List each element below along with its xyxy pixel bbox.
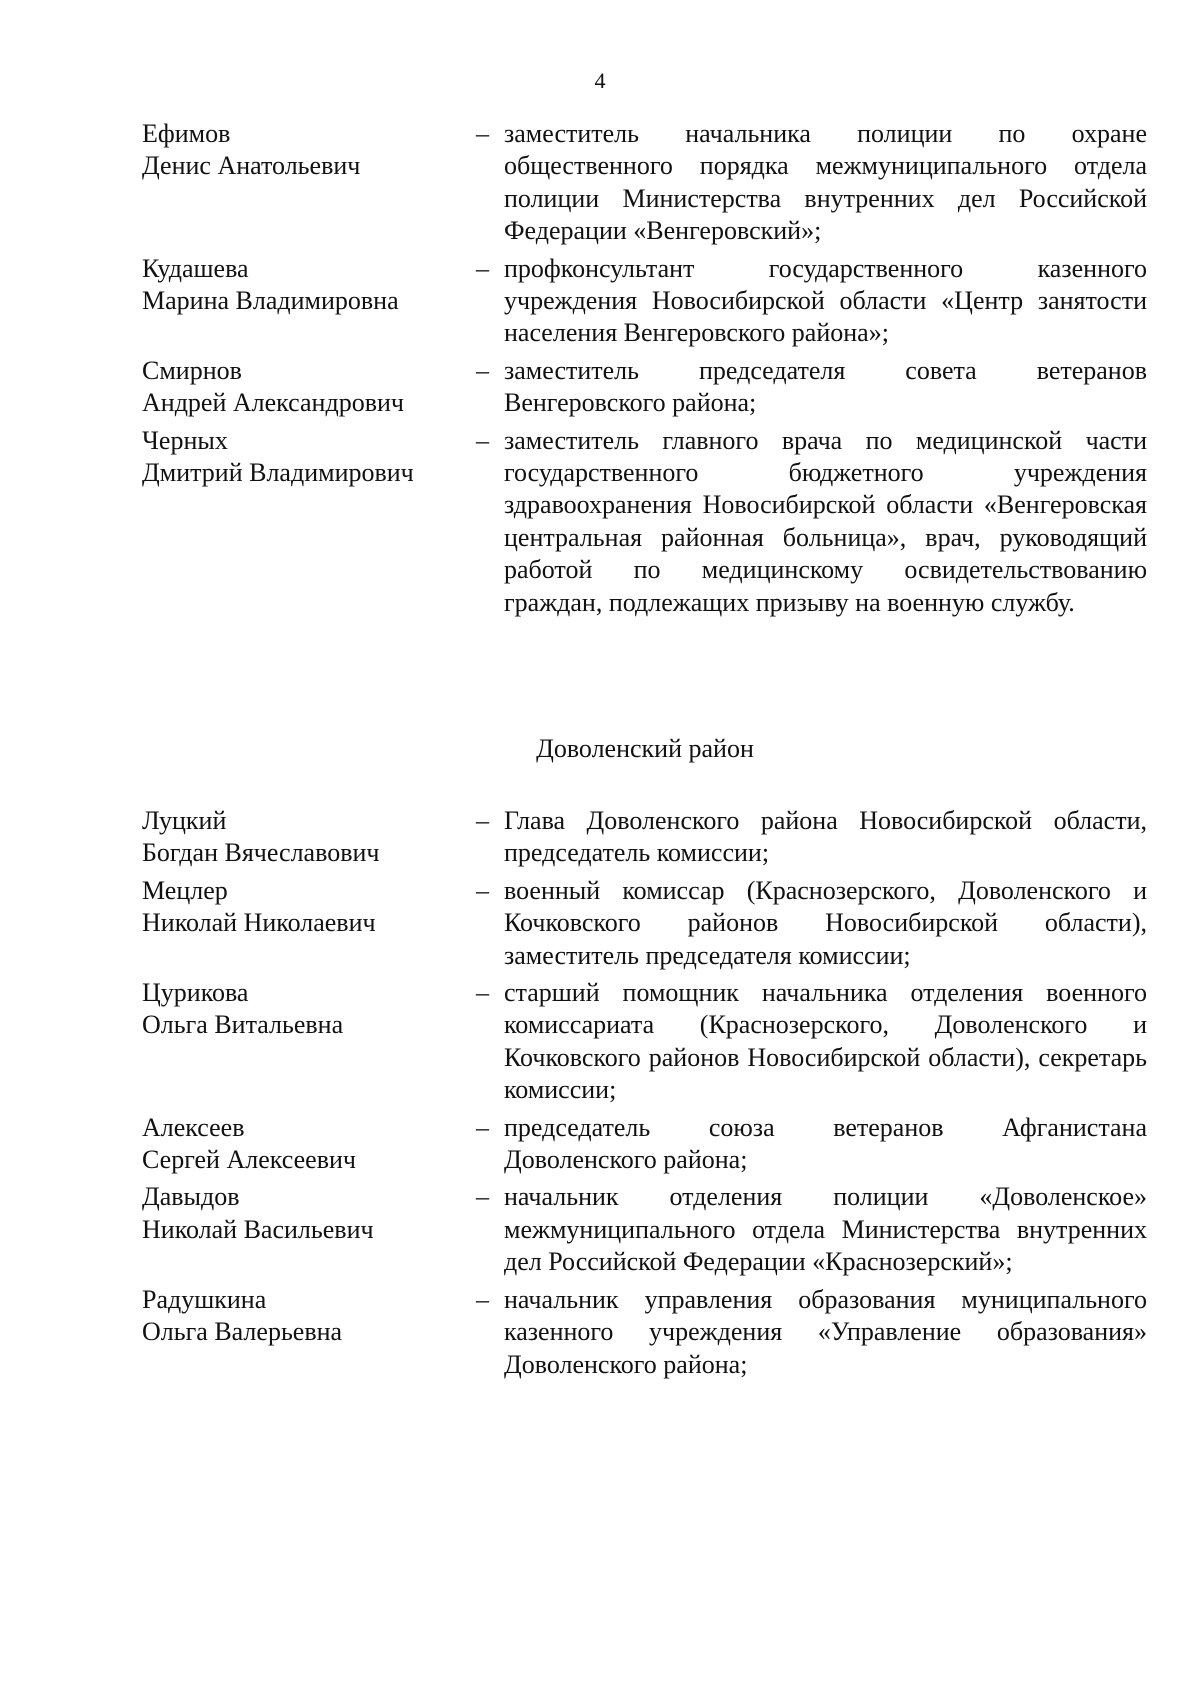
member-role: профконсультант государственного казенного учреждения Новосибирской области «Центр занятости населения Венгеровского района»; bbox=[504, 253, 1147, 348]
member-entry bbox=[142, 875, 1147, 972]
member-surname: Мецлер bbox=[142, 875, 228, 905]
dash-separator: – bbox=[476, 1182, 489, 1212]
member-entry bbox=[142, 253, 1147, 350]
member-given-names: Денис Анатольевич bbox=[142, 151, 361, 181]
member-role: старший помощник начальника отделения военного комиссариата (Краснозерского, Доволенского и Кочковского районов Новосибирской области), секретарь комиссии; bbox=[504, 978, 1147, 1105]
member-entry bbox=[142, 1112, 1147, 1177]
dash-separator: – bbox=[476, 355, 489, 385]
member-role: Глава Доволенского района Новосибирской области, председатель комиссии; bbox=[504, 806, 1147, 868]
member-given-names: Николай Николаевич bbox=[142, 908, 376, 938]
member-entry bbox=[142, 1181, 1147, 1278]
dash-separator: – bbox=[476, 253, 489, 283]
dash-separator: – bbox=[476, 875, 489, 905]
member-name bbox=[142, 253, 476, 318]
dash-separator: – bbox=[476, 425, 489, 455]
member-entry bbox=[142, 805, 1147, 870]
member-name bbox=[142, 118, 476, 183]
member-name bbox=[142, 977, 476, 1042]
member-name bbox=[142, 425, 476, 490]
member-surname: Луцкий bbox=[142, 806, 227, 835]
dash-separator: – bbox=[476, 1112, 489, 1142]
member-surname: Черных bbox=[142, 425, 228, 455]
member-role: заместитель начальника полиции по охране общественного порядка межмуниципального отдела полиции Министерства внутренних дел Российской Федерации «Венгеровский»; bbox=[504, 119, 1147, 246]
dash-separator: – bbox=[476, 1284, 489, 1314]
member-given-names: Андрей Александрович bbox=[142, 388, 404, 418]
member-given-names: Сергей Алексеевич bbox=[142, 1145, 356, 1175]
member-entry bbox=[142, 425, 1147, 619]
member-surname: Давыдов bbox=[142, 1182, 240, 1212]
member-given-names: Дмитрий Владимирович bbox=[142, 458, 414, 488]
member-name bbox=[142, 355, 476, 420]
member-surname: Смирнов bbox=[142, 355, 242, 385]
dash-separator: – bbox=[476, 119, 489, 148]
member-role: военный комиссар (Краснозерского, Доволенского и Кочковского районов Новосибирской области), заместитель председателя комиссии; bbox=[504, 875, 1147, 970]
member-role: начальник управления образования муниципального казенного учреждения «Управление образования» Доволенского района; bbox=[504, 1284, 1147, 1379]
member-entry bbox=[142, 977, 1147, 1107]
member-role: председатель союза ветеранов Афганистана Доволенского района; bbox=[504, 1112, 1147, 1175]
member-surname: Кудашева bbox=[142, 253, 249, 283]
member-surname: Радушкина bbox=[142, 1284, 267, 1314]
dash-separator: – bbox=[476, 806, 489, 835]
member-name bbox=[142, 805, 476, 870]
member-name bbox=[142, 1181, 476, 1246]
dash-separator: – bbox=[476, 978, 489, 1008]
member-entry bbox=[142, 1284, 1147, 1381]
section-heading-dovolensky: Доволенский район bbox=[536, 734, 754, 763]
member-role: начальник отделения полиции «Доволенское» межмуниципального отдела Министерства внутренних дел Российской Федерации «Краснозерский»; bbox=[504, 1182, 1147, 1277]
member-surname: Алексеев bbox=[142, 1112, 245, 1142]
member-given-names: Богдан Вячеславович bbox=[142, 838, 380, 868]
member-name bbox=[142, 875, 476, 940]
member-list-dovolensky bbox=[142, 805, 1147, 1381]
member-surname: Ефимов bbox=[142, 119, 231, 148]
member-entry bbox=[142, 118, 1147, 248]
member-given-names: Ольга Витальевна bbox=[142, 1010, 344, 1040]
member-name bbox=[142, 1112, 476, 1177]
member-role: заместитель главного врача по медицинской части государственного бюджетного учреждения здравоохранения Новосибирской области «Венгеровская центральная районная больница», врач, руководящий работой по медицинскому освидетельствованию граждан, подлежащих призыву на военную службу. bbox=[504, 425, 1147, 617]
member-name bbox=[142, 1284, 476, 1349]
member-surname: Цурикова bbox=[142, 978, 249, 1008]
member-entry bbox=[142, 355, 1147, 420]
member-given-names: Ольга Валерьевна bbox=[142, 1317, 343, 1347]
member-role: заместитель председателя совета ветеранов Венгеровского района; bbox=[504, 355, 1147, 418]
member-list-vengerovsky bbox=[142, 118, 1147, 619]
member-given-names: Марина Владимировна bbox=[142, 286, 399, 316]
page-number: 4 bbox=[594, 68, 606, 93]
member-given-names: Николай Васильевич bbox=[142, 1214, 374, 1244]
